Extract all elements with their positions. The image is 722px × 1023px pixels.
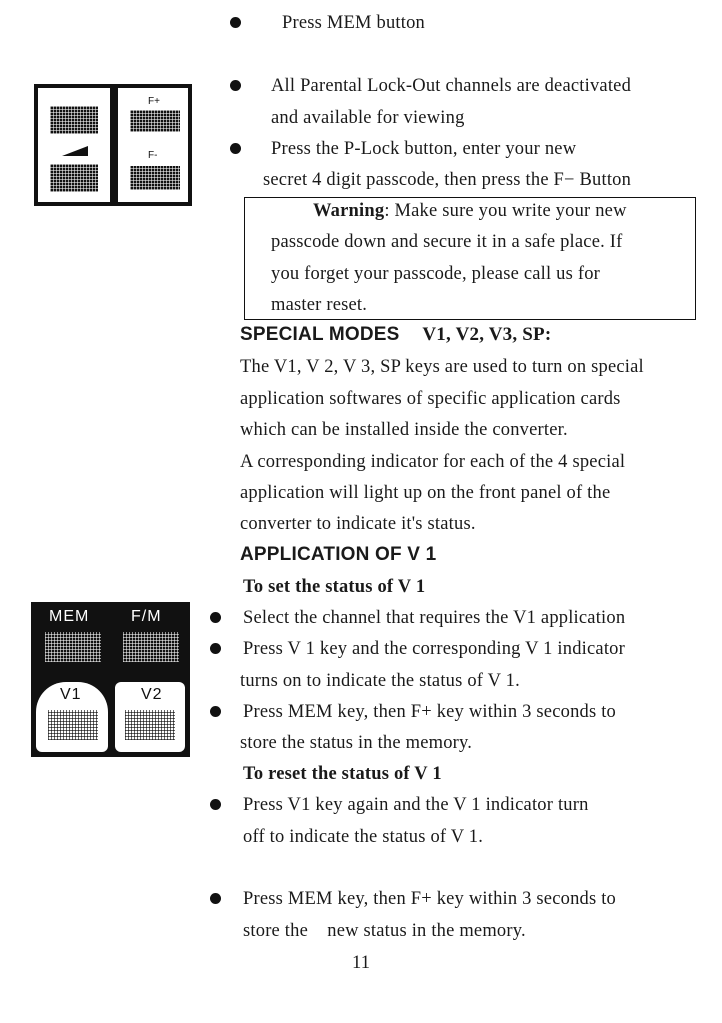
fm-key	[123, 632, 179, 662]
text-line: Press V 1 key and the corresponding V 1 indicator	[243, 639, 625, 659]
fm-key-label: F/M	[131, 608, 162, 625]
bullet	[230, 80, 241, 91]
keypad-illustration-lock	[34, 84, 192, 206]
text-line: All Parental Lock-Out channels are deactivated	[271, 76, 632, 96]
warning-text: : Make sure you write your new	[384, 201, 627, 221]
keypad-illustration-v1	[31, 602, 190, 757]
application-v1-heading: APPLICATION OF V 1	[240, 544, 437, 565]
bullet	[230, 17, 241, 28]
f-keys	[118, 88, 188, 202]
text-line: store the new status in the memory.	[243, 921, 526, 941]
text-line: off to indicate the status of V 1.	[243, 827, 484, 847]
reset-status-heading: To reset the status of V 1	[243, 764, 442, 784]
set-status-heading: To set the status of V 1	[243, 577, 426, 597]
text-line: Press MEM key, then F+ key within 3 seconds to	[243, 702, 616, 722]
page-number: 11	[352, 953, 371, 973]
text-line: and available for viewing	[271, 108, 465, 128]
text-line: application will light up on the front panel of the	[240, 483, 611, 503]
special-modes-title: SPECIAL MODES	[240, 324, 400, 345]
fplus-label: F+	[148, 96, 160, 107]
text-line: Press MEM button	[282, 13, 425, 33]
special-modes-keys: V1, V2, V3, SP:	[422, 324, 552, 345]
warning-line: passcode down and secure it in a safe place. If	[271, 232, 623, 252]
text-line: Press MEM key, then F+ key within 3 seconds to	[243, 889, 616, 909]
volume-key	[38, 88, 110, 202]
bullet	[210, 893, 221, 904]
warning-line	[313, 200, 627, 222]
v2-key	[115, 682, 185, 752]
special-modes-heading	[240, 324, 551, 346]
text-line: The V1, V 2, V 3, SP keys are used to turn on special	[240, 357, 644, 377]
mem-key-label: MEM	[49, 608, 90, 625]
text-line: application softwares of specific application cards	[240, 389, 621, 409]
bullet	[210, 643, 221, 654]
v1-key-label: V1	[60, 686, 82, 703]
text-line: store the status in the memory.	[240, 733, 473, 753]
bullet	[210, 612, 221, 623]
text-line: A corresponding indicator for each of the 4 special	[240, 452, 626, 472]
v2-key-label: V2	[141, 686, 163, 703]
text-line: which can be installed inside the converter.	[240, 420, 568, 440]
bullet	[210, 706, 221, 717]
warning-line: you forget your passcode, please call us for	[271, 264, 601, 284]
mem-key	[45, 632, 101, 662]
bullet	[230, 143, 241, 154]
warning-line: master reset.	[271, 295, 368, 315]
text-line: Select the channel that requires the V1 application	[243, 608, 626, 628]
text-line: converter to indicate it's status.	[240, 514, 476, 534]
text-line: Press the P-Lock button, enter your new	[271, 139, 577, 159]
text-line: secret 4 digit passcode, then press the F− Button	[263, 170, 632, 190]
bullet	[210, 799, 221, 810]
warning-label: Warning	[313, 201, 385, 221]
text-line: turns on to indicate the status of V 1.	[240, 671, 520, 691]
v1-key	[36, 682, 108, 752]
text-line: Press V1 key again and the V 1 indicator turn	[243, 795, 589, 815]
fminus-label: F-	[148, 150, 158, 161]
